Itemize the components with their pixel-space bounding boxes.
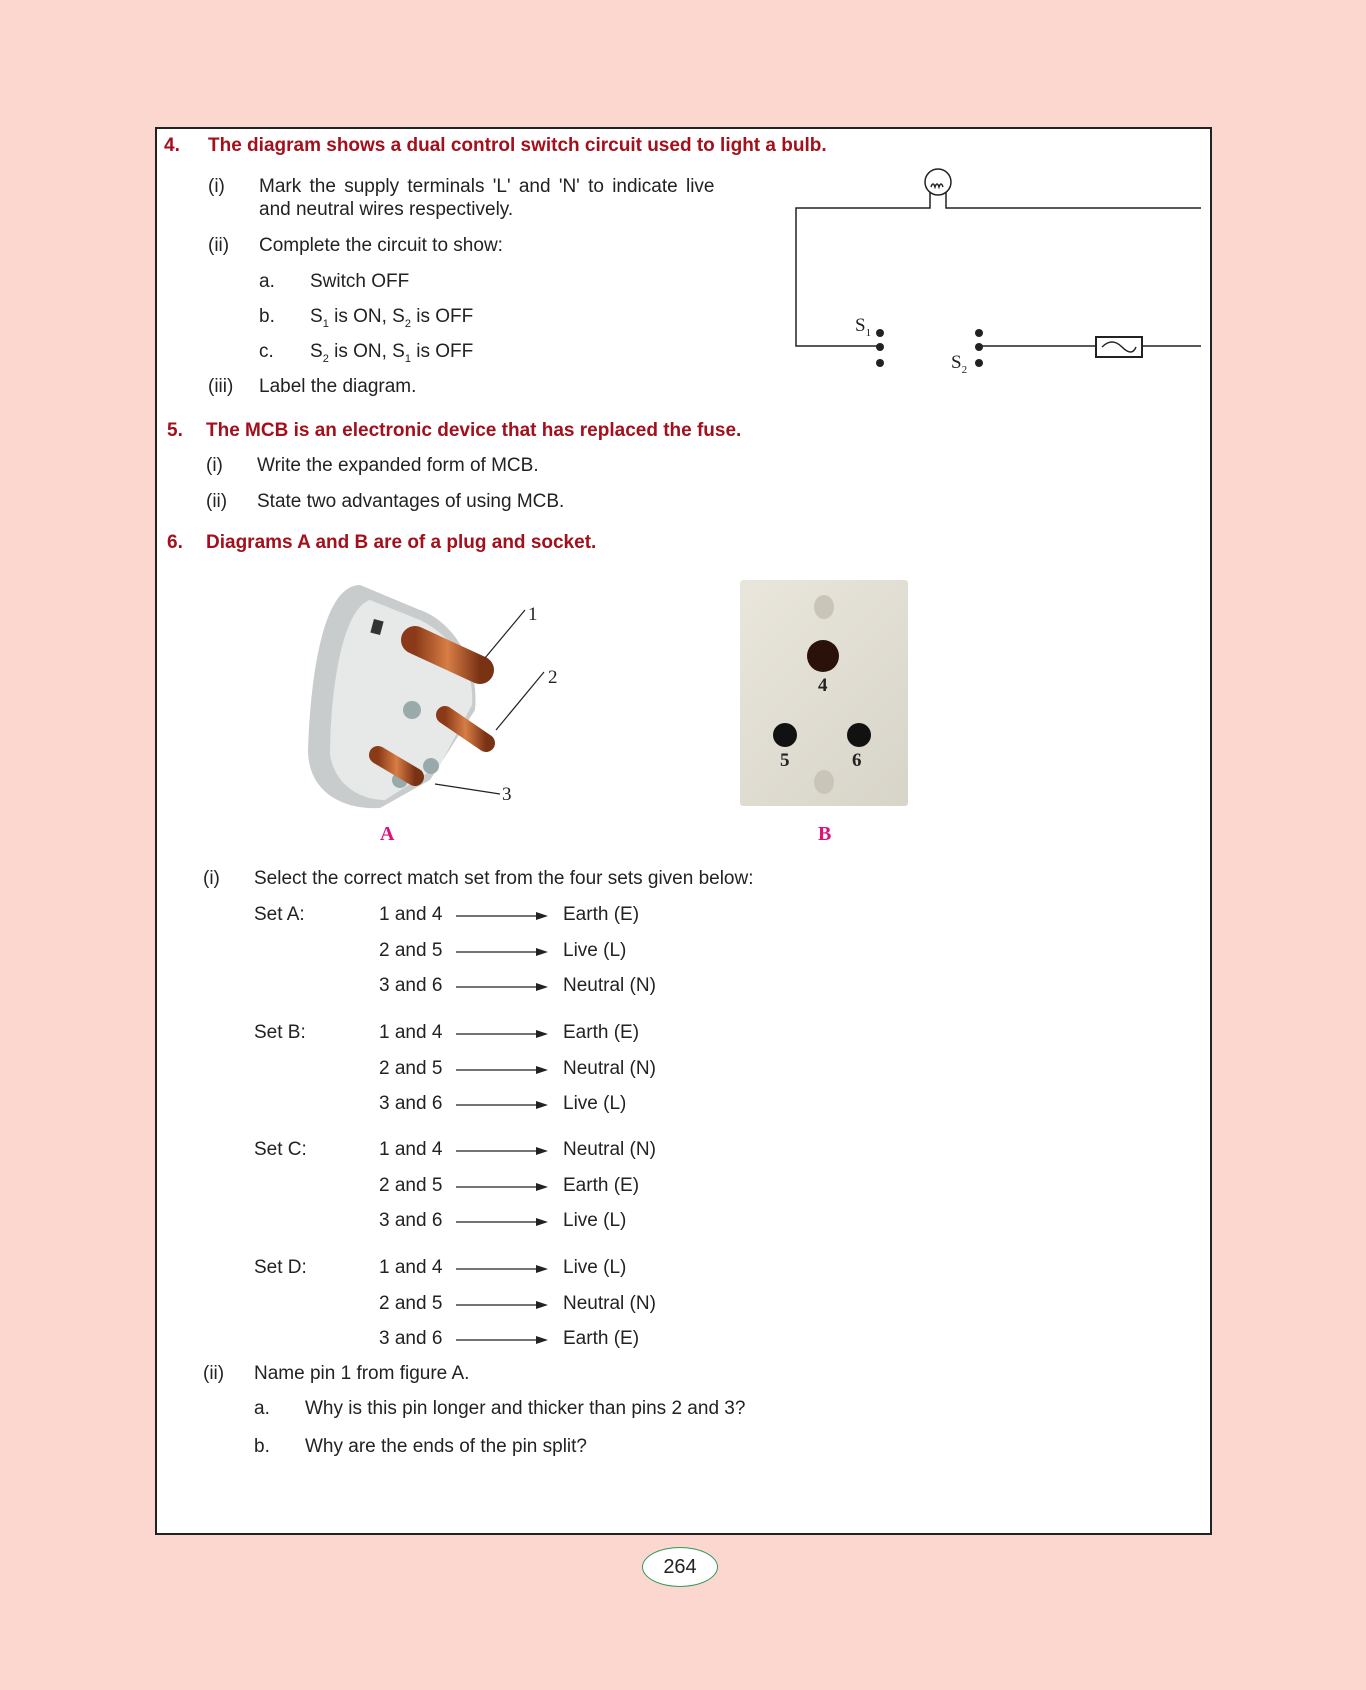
wire-type: Neutral (N): [563, 975, 656, 996]
arrow-icon: [456, 1029, 548, 1039]
q6-title: Diagrams A and B are of a plug and socket.: [206, 532, 597, 553]
arrow-icon: [456, 982, 548, 992]
q6-a: a.: [254, 1398, 270, 1419]
set-label: Set C:: [254, 1139, 307, 1160]
pin-pair: 3 and 6: [379, 1093, 443, 1114]
pin-label-1: 1: [528, 604, 538, 625]
q4-number: 4.: [164, 135, 180, 156]
wire-type: Live (L): [563, 939, 627, 961]
q6-b: b.: [254, 1436, 270, 1457]
wire-type: Live (L): [563, 1093, 627, 1114]
q6-i-num: (i): [203, 868, 220, 889]
wire-type: Earth (E): [563, 904, 640, 925]
set-label: Set B:: [254, 1022, 306, 1043]
pin-pair: 2 and 5: [379, 1292, 443, 1314]
q4-i-text: Mark the supply terminals 'L' and 'N' to indicate live: [259, 176, 715, 197]
q5-number: 5.: [167, 420, 183, 441]
q4-i-text-2: and neutral wires respectively.: [259, 199, 514, 220]
wire-type: Earth (E): [563, 1022, 640, 1043]
set-label: Set D:: [254, 1257, 307, 1278]
q6-ii-text: Name pin 1 from figure A.: [254, 1363, 470, 1384]
q6-ii-num: (ii): [203, 1363, 225, 1384]
figure-b-label: B: [818, 823, 832, 845]
arrow-icon: [456, 1065, 548, 1075]
hole-label-5: 5: [780, 750, 790, 771]
pin-pair: 1 and 4: [379, 1257, 443, 1278]
arrow-icon: [456, 1217, 548, 1227]
q4-i-num: (i): [208, 176, 225, 197]
arrow-icon: [456, 911, 548, 921]
q4-iii-num: (iii): [208, 376, 234, 397]
pin-pair: 1 and 4: [379, 904, 443, 925]
q4-title: The diagram shows a dual control switch circuit used to light a bulb.: [208, 135, 827, 156]
pin-pair: 3 and 6: [379, 975, 443, 996]
q4-b: b.: [259, 306, 275, 327]
page-number: 264: [642, 1547, 718, 1587]
hole-label-4: 4: [818, 675, 828, 696]
q5-i-num: (i): [206, 455, 223, 476]
q4-b-text: $S_1$ is ON, $S_2$ is OFF: [310, 306, 474, 330]
q6-a-text: Why is this pin longer and thicker than pins 2 and 3?: [305, 1398, 746, 1419]
pin-pair: 3 and 6: [379, 1328, 443, 1349]
q5-i-text: Write the expanded form of MCB.: [257, 455, 539, 476]
q4-ii-num: (ii): [208, 235, 230, 256]
q5-ii-text: State two advantages of using MCB.: [257, 491, 565, 512]
q4-iii-text: Label the diagram.: [259, 376, 417, 397]
q5-ii-num: (ii): [206, 491, 228, 512]
q6-b-text: Why are the ends of the pin split?: [305, 1436, 587, 1457]
q6-i-text: Select the correct match set from the four sets given below:: [254, 868, 754, 889]
arrow-icon: [456, 1300, 548, 1310]
pin-pair: 2 and 5: [379, 939, 443, 961]
pin-pair: 1 and 4: [379, 1139, 443, 1160]
pin-pair: 2 and 5: [379, 1057, 443, 1079]
wire-type: Earth (E): [563, 1328, 640, 1349]
arrow-icon: [456, 947, 548, 957]
pin-pair: 1 and 4: [379, 1022, 443, 1043]
hole-label-6: 6: [852, 750, 862, 771]
wire-type: Neutral (N): [563, 1139, 656, 1160]
plug-image: [300, 580, 560, 815]
wire-type: Live (L): [563, 1210, 627, 1231]
s1-label: $S_1$: [855, 315, 872, 339]
set-label: Set A:: [254, 904, 305, 925]
arrow-icon: [456, 1335, 548, 1345]
q4-a: a.: [259, 271, 275, 292]
socket-image: [740, 580, 908, 806]
arrow-icon: [456, 1264, 548, 1274]
pin-label-3: 3: [502, 784, 512, 805]
wire-type: Neutral (N): [563, 1292, 656, 1314]
q6-number: 6.: [167, 532, 183, 553]
pin-pair: 2 and 5: [379, 1174, 443, 1196]
wire-type: Live (L): [563, 1257, 627, 1278]
arrow-icon: [456, 1182, 548, 1192]
circuit-diagram: [0, 0, 1366, 420]
pin-label-2: 2: [548, 667, 558, 688]
q4-ii-text: Complete the circuit to show:: [259, 235, 503, 256]
q4-c: c.: [259, 341, 274, 362]
bulb-icon: [925, 169, 951, 195]
arrow-icon: [456, 1100, 548, 1110]
pin-pair: 3 and 6: [379, 1210, 443, 1231]
wire-type: Neutral (N): [563, 1057, 656, 1079]
q4-a-text: Switch OFF: [310, 271, 410, 292]
s2-label: $S_2$: [951, 352, 968, 376]
q4-c-text: $S_2$ is ON, $S_1$ is OFF: [310, 341, 474, 365]
q5-title: The MCB is an electronic device that has replaced the fuse.: [206, 420, 742, 441]
figure-a-label: A: [380, 823, 395, 845]
arrow-icon: [456, 1146, 548, 1156]
wire-type: Earth (E): [563, 1174, 640, 1196]
